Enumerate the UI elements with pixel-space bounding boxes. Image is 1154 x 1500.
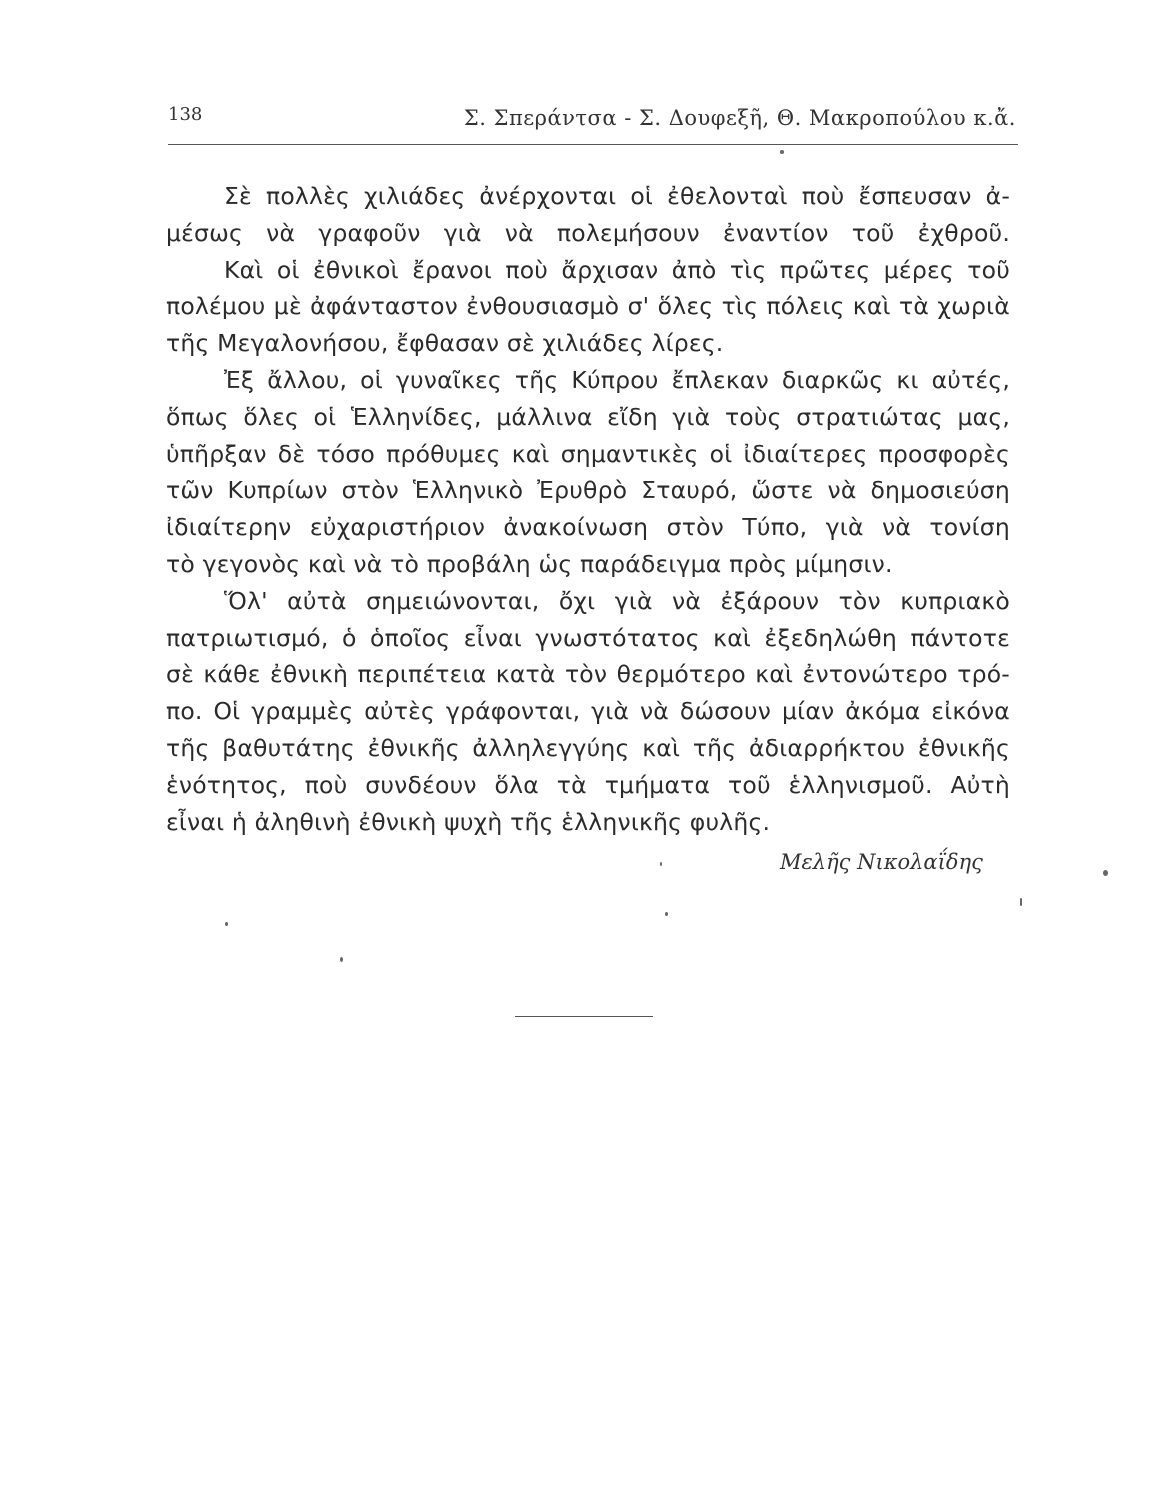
scan-speck [780, 150, 784, 154]
text-line: τῶν Κυπρίων στὸν Ἑλληνικὸ Ἐρυθρὸ Σταυρό, ὥστε νὰ δημοσιεύση [166, 476, 1010, 505]
end-divider [515, 1016, 653, 1017]
scan-speck [660, 862, 662, 866]
text-line: πατριωτισμό, ὁ ὁποῖος εἶναι γνωστότατος καὶ ἐξεδηλώθη πάντοτε [166, 623, 1010, 652]
scan-speck [1020, 898, 1022, 906]
text-line: Σὲ πολλὲς χιλιάδες ἀνέρχονται οἱ ἐθελονταὶ ποὺ ἔσπευσαν ἀ- [224, 182, 1010, 210]
text-line: τῆς βαθυτάτης ἐθνικῆς ἀλληλεγγύης καὶ τῆς ἀδιαρρήκτου ἐθνικῆς [166, 733, 1010, 762]
scan-speck [225, 922, 228, 926]
text-line: Ἐξ ἄλλου, οἱ γυναῖκες τῆς Κύπρου ἔπλεκαν διαρκῶς κι αὐτές, [224, 365, 1010, 394]
text-line: ἑνότητος, ποὺ συνδέουν ὅλα τὰ τμήματα τοῦ ἑλληνισμοῦ. Αὐτὴ [166, 770, 1010, 799]
text-line: τὸ γεγονὸς καὶ νὰ τὸ προβάλη ὡς παράδειγμα πρὸς μίμησιν. [166, 549, 893, 578]
text-line: ὑπῆρξαν δὲ τόσο πρόθυμες καὶ σημαντικὲς οἱ ἰδιαίτερες προσφορὲς [166, 439, 1010, 468]
text-line: Καὶ οἱ ἐθνικοὶ ἔρανοι ποὺ ἄρχισαν ἀπὸ τὶς πρῶτες μέρες τοῦ [224, 255, 1010, 284]
text-line: εἶναι ἡ ἀληθινὴ ἐθνικὴ ψυχὴ τῆς ἑλληνικῆς φυλῆς. [166, 807, 771, 836]
scan-speck [1103, 870, 1108, 876]
scan-speck [340, 957, 343, 962]
body-text [166, 178, 1010, 840]
author-signature: Μελῆς Νικολαΐδης [780, 850, 983, 874]
text-line: πολέμου μὲ ἀφάνταστον ἐνθουσιασμὸ σ' ὅλες τὶς πόλεις καὶ τὰ χωριὰ [166, 292, 1010, 321]
page-header [168, 104, 1018, 145]
text-line: πο. Οἱ γραμμὲς αὐτὲς γράφονται, γιὰ νὰ δώσουν μίαν ἀκόμα εἰκόνα [166, 697, 1010, 726]
scan-speck [665, 912, 668, 916]
text-line: ὅπως ὅλες οἱ Ἑλληνίδες, μάλλινα εἴδη γιὰ τοὺς στρατιώτας μας, [166, 402, 1010, 431]
text-line: ἰδιαίτερην εὐχαριστήριον ἀνακοίνωση στὸν Τύπο, γιὰ νὰ τονίση [166, 513, 1010, 542]
page-number: 138 [168, 104, 203, 125]
text-line: σὲ κάθε ἐθνικὴ περιπέτεια κατὰ τὸν θερμότερο καὶ ἐντονώτερο τρό- [166, 660, 1010, 689]
text-line: Ὅλ' αὐτὰ σημειώνονται, ὄχι γιὰ νὰ ἐξάρουν τὸν κυπριακὸ [224, 586, 1010, 615]
text-line: τῆς Μεγαλονήσου, ἔφθασαν σὲ χιλιάδες λίρες. [166, 329, 724, 358]
running-title: Σ. Σπεράντσα - Σ. Δουφεξῆ, Θ. Μακροπούλου κ.ἄ. [463, 106, 1016, 130]
text-line: μέσως νὰ γραφοῦν γιὰ νὰ πολεμήσουν ἐναντίον τοῦ ἐχθροῦ. [166, 218, 1010, 247]
